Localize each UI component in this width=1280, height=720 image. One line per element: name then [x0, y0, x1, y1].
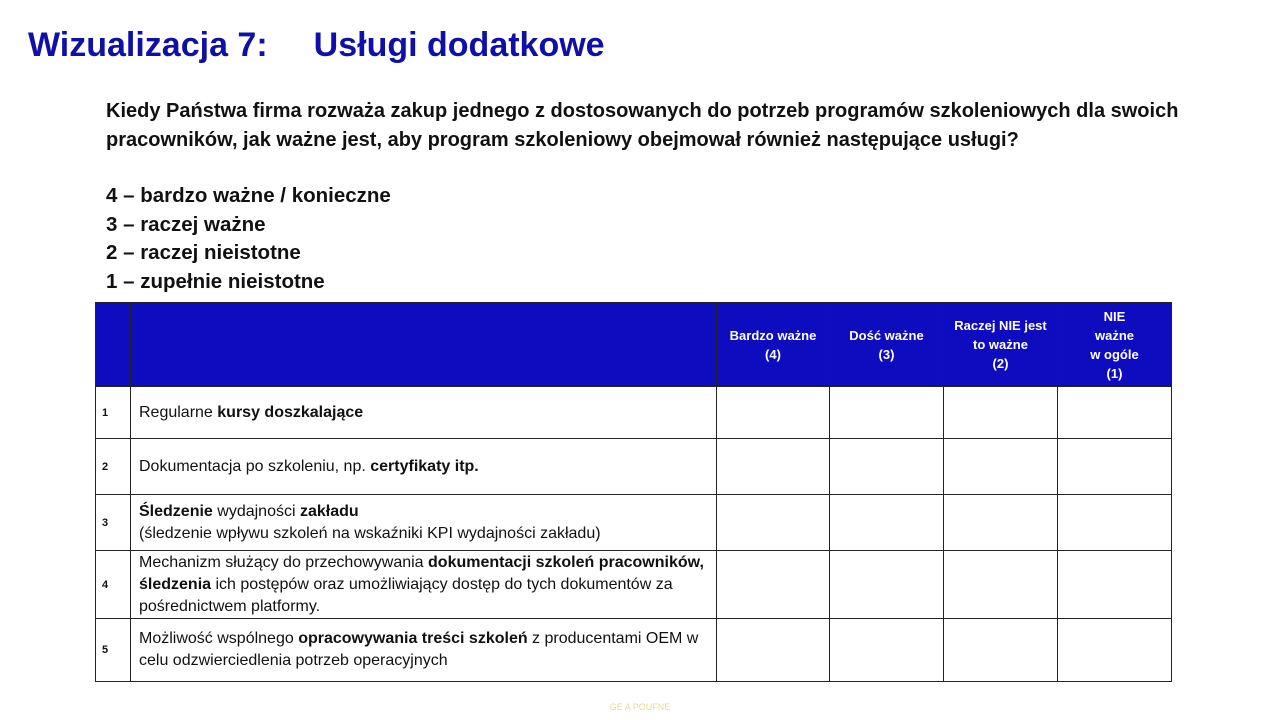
rating-cell-4[interactable]: [717, 387, 830, 439]
rating-cell-1[interactable]: [1058, 439, 1172, 495]
scale-item-4: 4 – bardzo ważne / konieczne: [106, 184, 391, 207]
scale-item-1: 1 – zupełnie nieistotne: [106, 269, 325, 293]
page-title: [28, 26, 605, 65]
rating-cell-3[interactable]: [830, 439, 944, 495]
table-header-row: [96, 303, 1172, 387]
rating-cell-1[interactable]: [1058, 495, 1172, 551]
row-number: 5: [96, 619, 131, 682]
header-not-important: NIE ważne w ogóle (1): [1058, 303, 1172, 387]
rating-scale-legend: [106, 182, 391, 296]
rating-cell-2[interactable]: [944, 551, 1058, 619]
row-description: Regularne kursy doszkalające: [131, 387, 717, 439]
rating-cell-4[interactable]: [717, 439, 830, 495]
rating-cell-4[interactable]: [717, 619, 830, 682]
row-number: 1: [96, 387, 131, 439]
row-number: 3: [96, 495, 131, 551]
rating-cell-2[interactable]: [944, 439, 1058, 495]
header-very-important: Bardzo ważne (4): [717, 303, 830, 387]
table-row: [96, 551, 1172, 619]
header-rather-not-important: Raczej NIE jest to ważne (2): [944, 303, 1058, 387]
header-service: [131, 303, 717, 387]
row-description: Możliwość wspólnego opracowywania treści szkoleń z producentami OEM w celu odzwierciedlenia potrzeb operacyjnych: [131, 619, 717, 682]
row-number: 2: [96, 439, 131, 495]
title-number: Wizualizacja 7:: [28, 26, 268, 64]
rating-cell-1[interactable]: [1058, 619, 1172, 682]
table-row: [96, 619, 1172, 682]
rating-cell-3[interactable]: [830, 387, 944, 439]
table-row: [96, 439, 1172, 495]
survey-question: Kiedy Państwa firma rozważa zakup jednego z dostosowanych do potrzeb programów szkoleniowych dla swoich pracowników, jak ważne jest, aby program szkoleniowy obejmował również następujące usługi?: [106, 100, 1179, 151]
rating-cell-3[interactable]: [830, 551, 944, 619]
rating-cell-2[interactable]: [944, 495, 1058, 551]
row-description: Dokumentacja po szkoleniu, np. certyfikaty itp.: [131, 439, 717, 495]
header-fairly-important: Dość ważne (3): [830, 303, 944, 387]
rating-table: [95, 302, 1172, 682]
table-row: [96, 495, 1172, 551]
scale-item-3: 3 – raczej ważne: [106, 212, 266, 236]
row-number: 4: [96, 551, 131, 619]
rating-cell-1[interactable]: [1058, 387, 1172, 439]
row-description: Mechanizm służący do przechowywania dokumentacji szkoleń pracowników, śledzenia ich postępów oraz umożliwiający dostęp do tych dokumentów za pośrednictwem platformy.: [131, 551, 717, 619]
scale-item-2: 2 – raczej nieistotne: [106, 241, 301, 264]
rating-cell-3[interactable]: [830, 619, 944, 682]
title-text: Usługi dodatkowe: [313, 26, 605, 64]
rating-cell-4[interactable]: [717, 495, 830, 551]
rating-cell-4[interactable]: [717, 551, 830, 619]
rating-cell-2[interactable]: [944, 387, 1058, 439]
rating-cell-1[interactable]: [1058, 551, 1172, 619]
rating-cell-3[interactable]: [830, 495, 944, 551]
rating-cell-2[interactable]: [944, 619, 1058, 682]
header-num: [96, 303, 131, 387]
row-description: Śledzenie wydajności zakładu (śledzenie wpływu szkoleń na wskaźniki KPI wydajności zakładu): [131, 495, 717, 551]
classification-label: GE A POUFNE: [609, 702, 671, 712]
table-row: [96, 387, 1172, 439]
